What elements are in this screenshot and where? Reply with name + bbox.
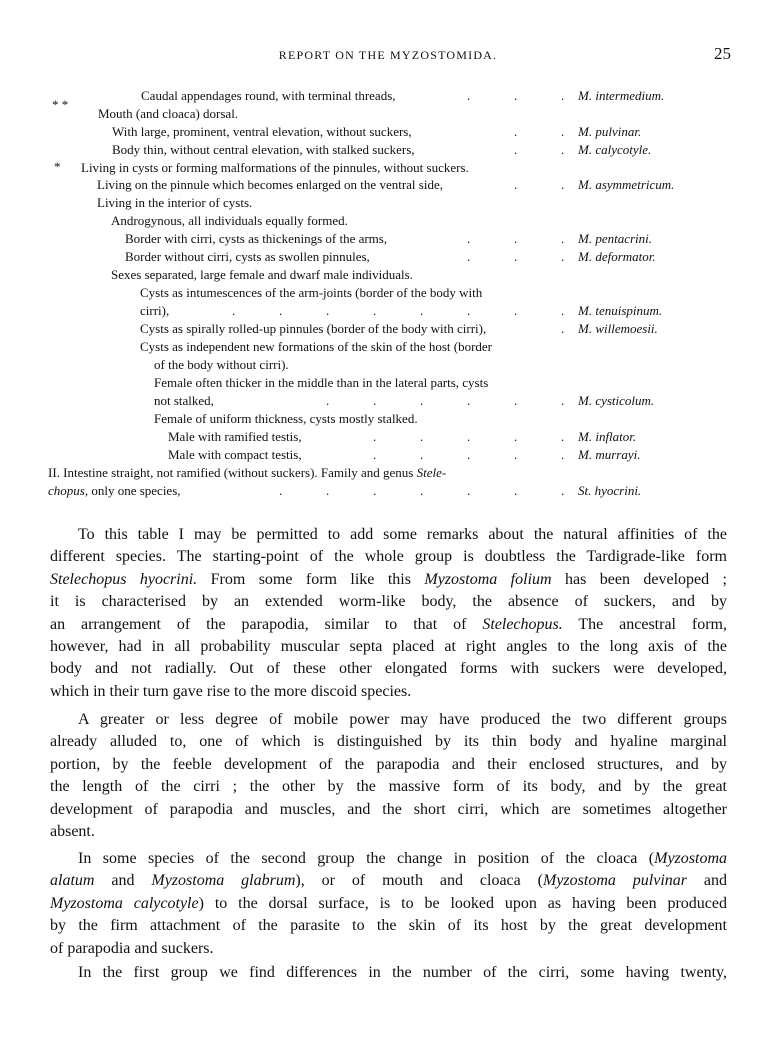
key-row (0, 194, 776, 212)
text-line (50, 848, 727, 870)
species-name: M. intermedium. (578, 88, 665, 103)
key-row-text (125, 230, 387, 248)
leader-dot: . (514, 142, 518, 157)
key-row (0, 105, 776, 123)
leader-dot: . (232, 303, 236, 318)
leader-dot: . (420, 393, 424, 408)
page-number: 25 (714, 44, 731, 63)
key-row-text-italic: chopus, (48, 483, 89, 498)
key-row (0, 374, 776, 392)
leader-dot: . (420, 447, 424, 462)
text-span: however, had in all probability muscular septa placed at right angles to the long axis of the (50, 637, 727, 655)
key-row-text (125, 248, 370, 266)
italic-span: Myzostoma pulvinar (542, 872, 687, 890)
leader-dot: . (420, 483, 424, 498)
key-row-text (111, 266, 413, 284)
leader-dot: . (373, 303, 377, 318)
text-line (50, 938, 727, 960)
text-line (50, 962, 727, 984)
key-row-text-plain: Living in cysts or forming malformations of the pinnules, without suckers. (81, 160, 469, 175)
key-row-text (141, 87, 396, 105)
text-line (50, 569, 727, 591)
key-row-text (168, 428, 302, 446)
text-span: already alluded to, one of which is distinguished by its thin body and hyaline marginal (50, 733, 727, 751)
text-span: it is characterised by an extended worm-like body, the absence of suckers, and by (50, 593, 727, 611)
key-row-text (48, 482, 181, 500)
key-row (0, 141, 776, 159)
key-row (0, 410, 776, 428)
species-name: M. pentacrini. (578, 231, 653, 246)
key-row-text (97, 194, 252, 212)
leader-dot: . (514, 393, 518, 408)
leader-dot: . (514, 249, 518, 264)
leader-dot: . (467, 393, 471, 408)
species-name: M. asymmetricum. (578, 177, 675, 192)
key-row-text (111, 212, 348, 230)
text-span: body and not radially. Out of these other elongated forms with suckers were developed, (50, 660, 727, 678)
running-head: REPORT ON THE MYZOSTOMIDA. (278, 48, 498, 62)
leader-dot: . (561, 393, 565, 408)
key-row-text-plain: Living on the pinnule which becomes enlarged on the ventral side, (97, 177, 443, 192)
leader-dot: . (514, 88, 518, 103)
leader-dot: . (467, 303, 471, 318)
key-row-text (140, 284, 482, 302)
leader-dot: . (373, 447, 377, 462)
text-line (50, 524, 727, 546)
species-name: M. murrayi. (578, 447, 641, 462)
leader-dot: . (561, 177, 565, 192)
key-row-text-italic: Stele- (413, 465, 447, 480)
paragraph-p4 (50, 962, 727, 984)
key-row-text-plain: cirri), (140, 303, 170, 318)
species-name: M. willemoesii. (578, 321, 658, 336)
species-name: M. cysticolum. (578, 393, 655, 408)
text-span: has been developed ; (551, 570, 727, 588)
key-row-text-plain: II. Intestine straight, not ramified (without suckers). Family and genus (48, 465, 414, 480)
key-row-text-plain: Female often thicker in the middle than in the lateral parts, cysts (154, 375, 489, 390)
key-row (0, 482, 776, 500)
key-row-text (140, 302, 169, 320)
key-row-text (154, 410, 418, 428)
leader-dot: . (561, 303, 565, 318)
text-span: A greater or less degree of mobile power may have produced the two different groups (78, 711, 727, 728)
leader-dot: . (326, 303, 330, 318)
species-name: M. calycotyle. (578, 142, 652, 157)
key-row-text (154, 356, 289, 374)
key-row-text-plain: Border without cirri, cysts as swollen pinnules, (125, 249, 370, 264)
paragraph-p1 (50, 524, 727, 703)
key-row-text-plain: With large, prominent, ventral elevation, without suckers, (112, 124, 412, 139)
leader-dot: . (514, 177, 518, 192)
text-line (50, 799, 727, 821)
leader-dot: . (514, 231, 518, 246)
text-line (50, 546, 727, 568)
leader-dot: . (467, 447, 471, 462)
leader-dot: . (514, 124, 518, 139)
leader-dot: . (561, 321, 565, 336)
key-row-text (168, 446, 302, 464)
species-name: M. tenuispinum. (578, 303, 663, 318)
leader-dot: . (467, 249, 471, 264)
text-span: To this table I may be permitted to add some remarks about the natural affinities of the (78, 526, 727, 543)
text-span: The ancestral form, (562, 615, 727, 633)
key-row-text (140, 338, 492, 356)
italic-span: Myzostoma folium (424, 570, 552, 588)
leader-dot: . (326, 393, 330, 408)
leader-dot: . (561, 429, 565, 444)
key-row-text-plain: Sexes separated, large female and dwarf male individuals. (111, 267, 413, 282)
paragraph-p2 (50, 709, 727, 843)
key-row (0, 302, 776, 320)
single-star-mark: * (54, 159, 61, 174)
key-row-text-plain: Cysts as spirally rolled-up pinnules (border of the body with cirri), (140, 321, 487, 336)
text-line (50, 754, 727, 776)
key-row-text (81, 159, 469, 177)
key-row (0, 212, 776, 230)
text-span: portion, by the feeble development of the parapodia and their enclosed structures, and by (50, 755, 727, 773)
text-line (50, 870, 727, 892)
key-row-text-plain: Male with compact testis, (168, 447, 302, 462)
key-row-text (154, 392, 214, 410)
key-row-text (48, 464, 446, 482)
leader-dot: . (373, 429, 377, 444)
text-span: In the first group we find differences in the number of the cirri, some having twenty, (78, 964, 727, 981)
leader-dot: . (561, 249, 565, 264)
text-line (50, 614, 727, 636)
key-row (0, 464, 776, 482)
text-line (50, 915, 727, 937)
key-row-text-plain: Living in the interior of cysts. (97, 195, 253, 210)
key-row (0, 87, 776, 105)
leader-dot: . (514, 483, 518, 498)
species-name: M. pulvinar. (578, 124, 642, 139)
text-span: which in their turn gave rise to the more discoid species. (50, 682, 412, 700)
key-row-text-plain: not stalked, (154, 393, 214, 408)
text-span: different species. The starting-point of the whole group is doubtless the Tardigrade-like form (50, 548, 727, 566)
text-line (50, 681, 727, 703)
leader-dot: . (467, 483, 471, 498)
leader-dot: . (467, 88, 471, 103)
species-name: M. inflator. (578, 429, 637, 444)
text-span: the length of the cirri ; the other by the massive form of its body, and by the great (50, 778, 727, 796)
text-span: by the firm attachment of the parasite to the skin of its host by the great development (50, 917, 727, 935)
italic-span: alatum (50, 872, 95, 890)
key-row-text (154, 374, 488, 392)
italic-span: Stelechopus hyocrini. (50, 570, 198, 588)
key-row-text-plain: Body thin, without central elevation, with stalked suckers, (112, 142, 415, 157)
leader-dot: . (561, 88, 565, 103)
italic-span: Stelechopus. (482, 615, 563, 633)
key-row-text-plain: Caudal appendages round, with terminal threads, (141, 88, 396, 103)
text-span: and (94, 872, 152, 890)
text-line (50, 591, 727, 613)
leader-dot: . (279, 303, 283, 318)
paragraph-p3 (50, 848, 727, 960)
key-row-text-plain: Androgynous, all individuals equally formed. (111, 213, 348, 228)
text-span: ), or of mouth and cloaca ( (295, 872, 543, 890)
key-row-text-plain: only one species, (88, 483, 181, 498)
key-row (0, 230, 776, 248)
leader-dot: . (561, 142, 565, 157)
leader-dot: . (514, 303, 518, 318)
text-line (50, 893, 727, 915)
key-row (0, 356, 776, 374)
key-row-text-plain: Cysts as intumescences of the arm-joints (border of the body with (140, 285, 483, 300)
key-row-text (98, 105, 238, 123)
leader-dot: . (514, 447, 518, 462)
leader-dot: . (279, 483, 283, 498)
text-line (50, 709, 727, 731)
key-row-text-plain: Mouth (and cloaca) dorsal. (98, 106, 239, 121)
text-line (50, 636, 727, 658)
key-row-text (97, 176, 443, 194)
key-row-text (112, 123, 412, 141)
key-row (0, 428, 776, 446)
leader-dot: . (467, 429, 471, 444)
key-row (0, 392, 776, 410)
key-row (0, 248, 776, 266)
key-row-text (112, 141, 415, 159)
key-row-text (140, 320, 486, 338)
text-line (50, 821, 727, 843)
key-row (0, 266, 776, 284)
text-line (50, 731, 727, 753)
leader-dot: . (326, 483, 330, 498)
key-row-text-plain: Female of uniform thickness, cysts mostly stalked. (154, 411, 418, 426)
text-span: In some species of the second group the change in position of the cloaca ( (78, 850, 655, 867)
species-name: M. deformator. (578, 249, 656, 264)
key-row (0, 159, 776, 177)
key-row-text-plain: of the body without cirri). (154, 357, 289, 372)
key-row (0, 338, 776, 356)
text-span: of parapodia and suckers. (50, 939, 214, 957)
key-row-text-plain: Male with ramified testis, (168, 429, 302, 444)
key-row-text-plain: Cysts as independent new formations of the skin of the host (border (140, 339, 493, 354)
leader-dot: . (561, 231, 565, 246)
key-row (0, 123, 776, 141)
text-span: ) to the dorsal surface, is to be looked upon as having been produced (198, 894, 727, 912)
leader-dot: . (561, 483, 565, 498)
leader-dot: . (514, 429, 518, 444)
text-line (50, 658, 727, 680)
text-span: and (687, 872, 728, 890)
italic-span: Myzostoma calycotyle (50, 894, 199, 912)
text-span: an arrangement of the parapodia, similar to that of (50, 615, 483, 633)
species-name: St. hyocrini. (578, 483, 642, 498)
key-row (0, 284, 776, 302)
key-row (0, 446, 776, 464)
key-row (0, 320, 776, 338)
leader-dot: . (561, 124, 565, 139)
double-star-mark: * * (52, 97, 69, 112)
leader-dot: . (561, 447, 565, 462)
text-span: absent. (50, 822, 95, 840)
text-line (50, 776, 727, 798)
leader-dot: . (373, 393, 377, 408)
leader-dot: . (420, 303, 424, 318)
leader-dot: . (467, 231, 471, 246)
leader-dot: . (373, 483, 377, 498)
text-span: development of parapodia and muscles, and the short cirri, which are sometimes altogether (50, 800, 727, 818)
text-span: From some form like this (197, 570, 425, 588)
key-row (0, 176, 776, 194)
italic-span: Myzostoma glabrum (151, 872, 296, 890)
leader-dot: . (420, 429, 424, 444)
key-row-text-plain: Border with cirri, cysts as thickenings of the arms, (125, 231, 388, 246)
italic-span: Myzostoma (654, 850, 727, 867)
